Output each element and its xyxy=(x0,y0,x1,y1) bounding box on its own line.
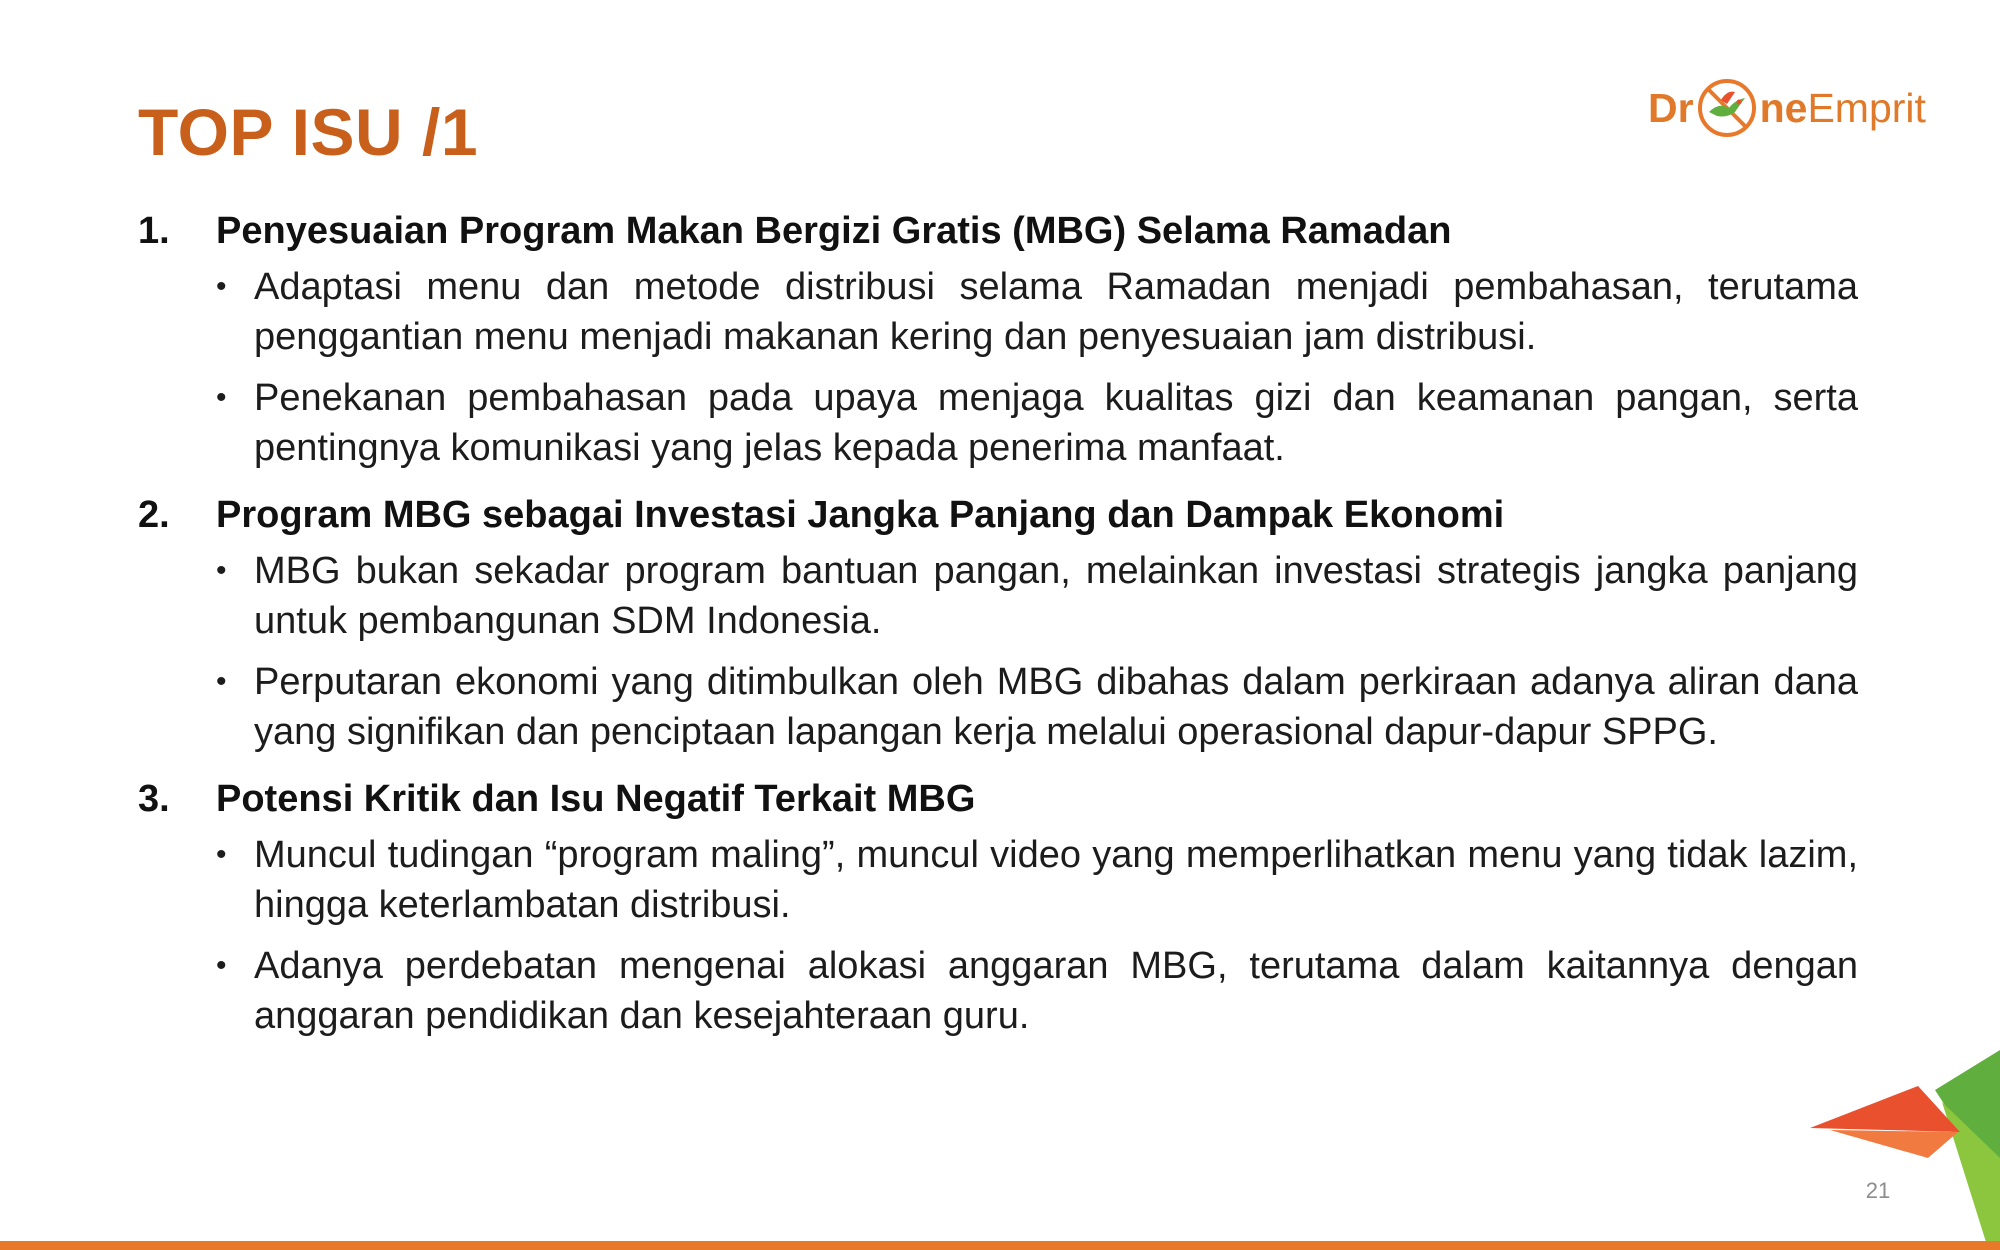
bullet-text: Perputaran ekonomi yang ditimbulkan oleh MBG dibahas dalam perkiraan adanya aliran dana yang signifikan dan penciptaan lapangan kerja melalui operasional dapur-dapur SPPG. xyxy=(254,661,1858,753)
issue-item xyxy=(138,484,1858,757)
bullet-text: Adanya perdebatan mengenai alokasi anggaran MBG, terutama dalam kaitannya dengan anggaran pendidikan dan kesejahteraan guru. xyxy=(254,945,1858,1037)
bullet-item xyxy=(216,546,1858,646)
bullet-dot-icon: • xyxy=(216,554,227,587)
bullet-text: MBG bukan sekadar program bantuan pangan, melainkan investasi strategis jangka panjang untuk pembangunan SDM Indonesia. xyxy=(254,550,1858,642)
bullet-text: Penekanan pembahasan pada upaya menjaga kualitas gizi dan keamanan pangan, serta pentingnya komunikasi yang jelas kepada penerima manfaat. xyxy=(254,377,1858,469)
issue-heading xyxy=(138,768,1858,830)
logo-text-dr: Dr xyxy=(1648,85,1694,131)
bullet-dot-icon: • xyxy=(216,381,227,414)
issue-list xyxy=(138,200,1858,1052)
bullet-item xyxy=(216,941,1858,1041)
issue-bullets xyxy=(138,546,1858,757)
deco-orange-shard xyxy=(1830,1130,1958,1158)
issue-heading xyxy=(138,484,1858,546)
bullet-dot-icon: • xyxy=(216,270,227,303)
issue-bullets xyxy=(138,262,1858,473)
issue-heading-text: Penyesuaian Program Makan Bergizi Gratis (MBG) Selama Ramadan xyxy=(216,210,1452,252)
logo-text-ne: ne xyxy=(1759,85,1808,131)
corner-decoration xyxy=(1810,1040,2000,1242)
issue-number: 3. xyxy=(138,778,170,820)
issue-item xyxy=(138,768,1858,1041)
issue-heading-text: Program MBG sebagai Investasi Jangka Panjang dan Dampak Ekonomi xyxy=(216,494,1505,536)
drone-bird-icon xyxy=(1695,76,1759,140)
issue-item xyxy=(138,200,1858,473)
bullet-dot-icon: • xyxy=(216,665,227,698)
issue-number: 2. xyxy=(138,494,170,536)
issue-heading xyxy=(138,200,1858,262)
bottom-accent-bar xyxy=(0,1241,2000,1250)
bullet-item xyxy=(216,657,1858,757)
bullet-item xyxy=(216,373,1858,473)
bullet-dot-icon: • xyxy=(216,949,227,982)
bullet-item xyxy=(216,830,1858,930)
bullet-item xyxy=(216,262,1858,362)
logo-text-emprit: Emprit xyxy=(1807,85,1926,131)
issue-bullets xyxy=(138,830,1858,1041)
issue-number: 1. xyxy=(138,210,170,252)
page-number: 21 xyxy=(1865,1178,1891,1203)
drone-emprit-logo xyxy=(1648,70,1926,146)
bullet-text: Adaptasi menu dan metode distribusi selama Ramadan menjadi pembahasan, terutama penggantian menu menjadi makanan kering dan penyesuaian jam distribusi. xyxy=(254,266,1858,358)
issue-heading-text: Potensi Kritik dan Isu Negatif Terkait MBG xyxy=(216,778,976,820)
bullet-dot-icon: • xyxy=(216,838,227,871)
bullet-text: Muncul tudingan “program maling”, muncul video yang memperlihatkan menu yang tidak lazim, hingga keterlambatan distribusi. xyxy=(254,834,1858,926)
slide-title: TOP ISU /1 xyxy=(138,95,479,169)
